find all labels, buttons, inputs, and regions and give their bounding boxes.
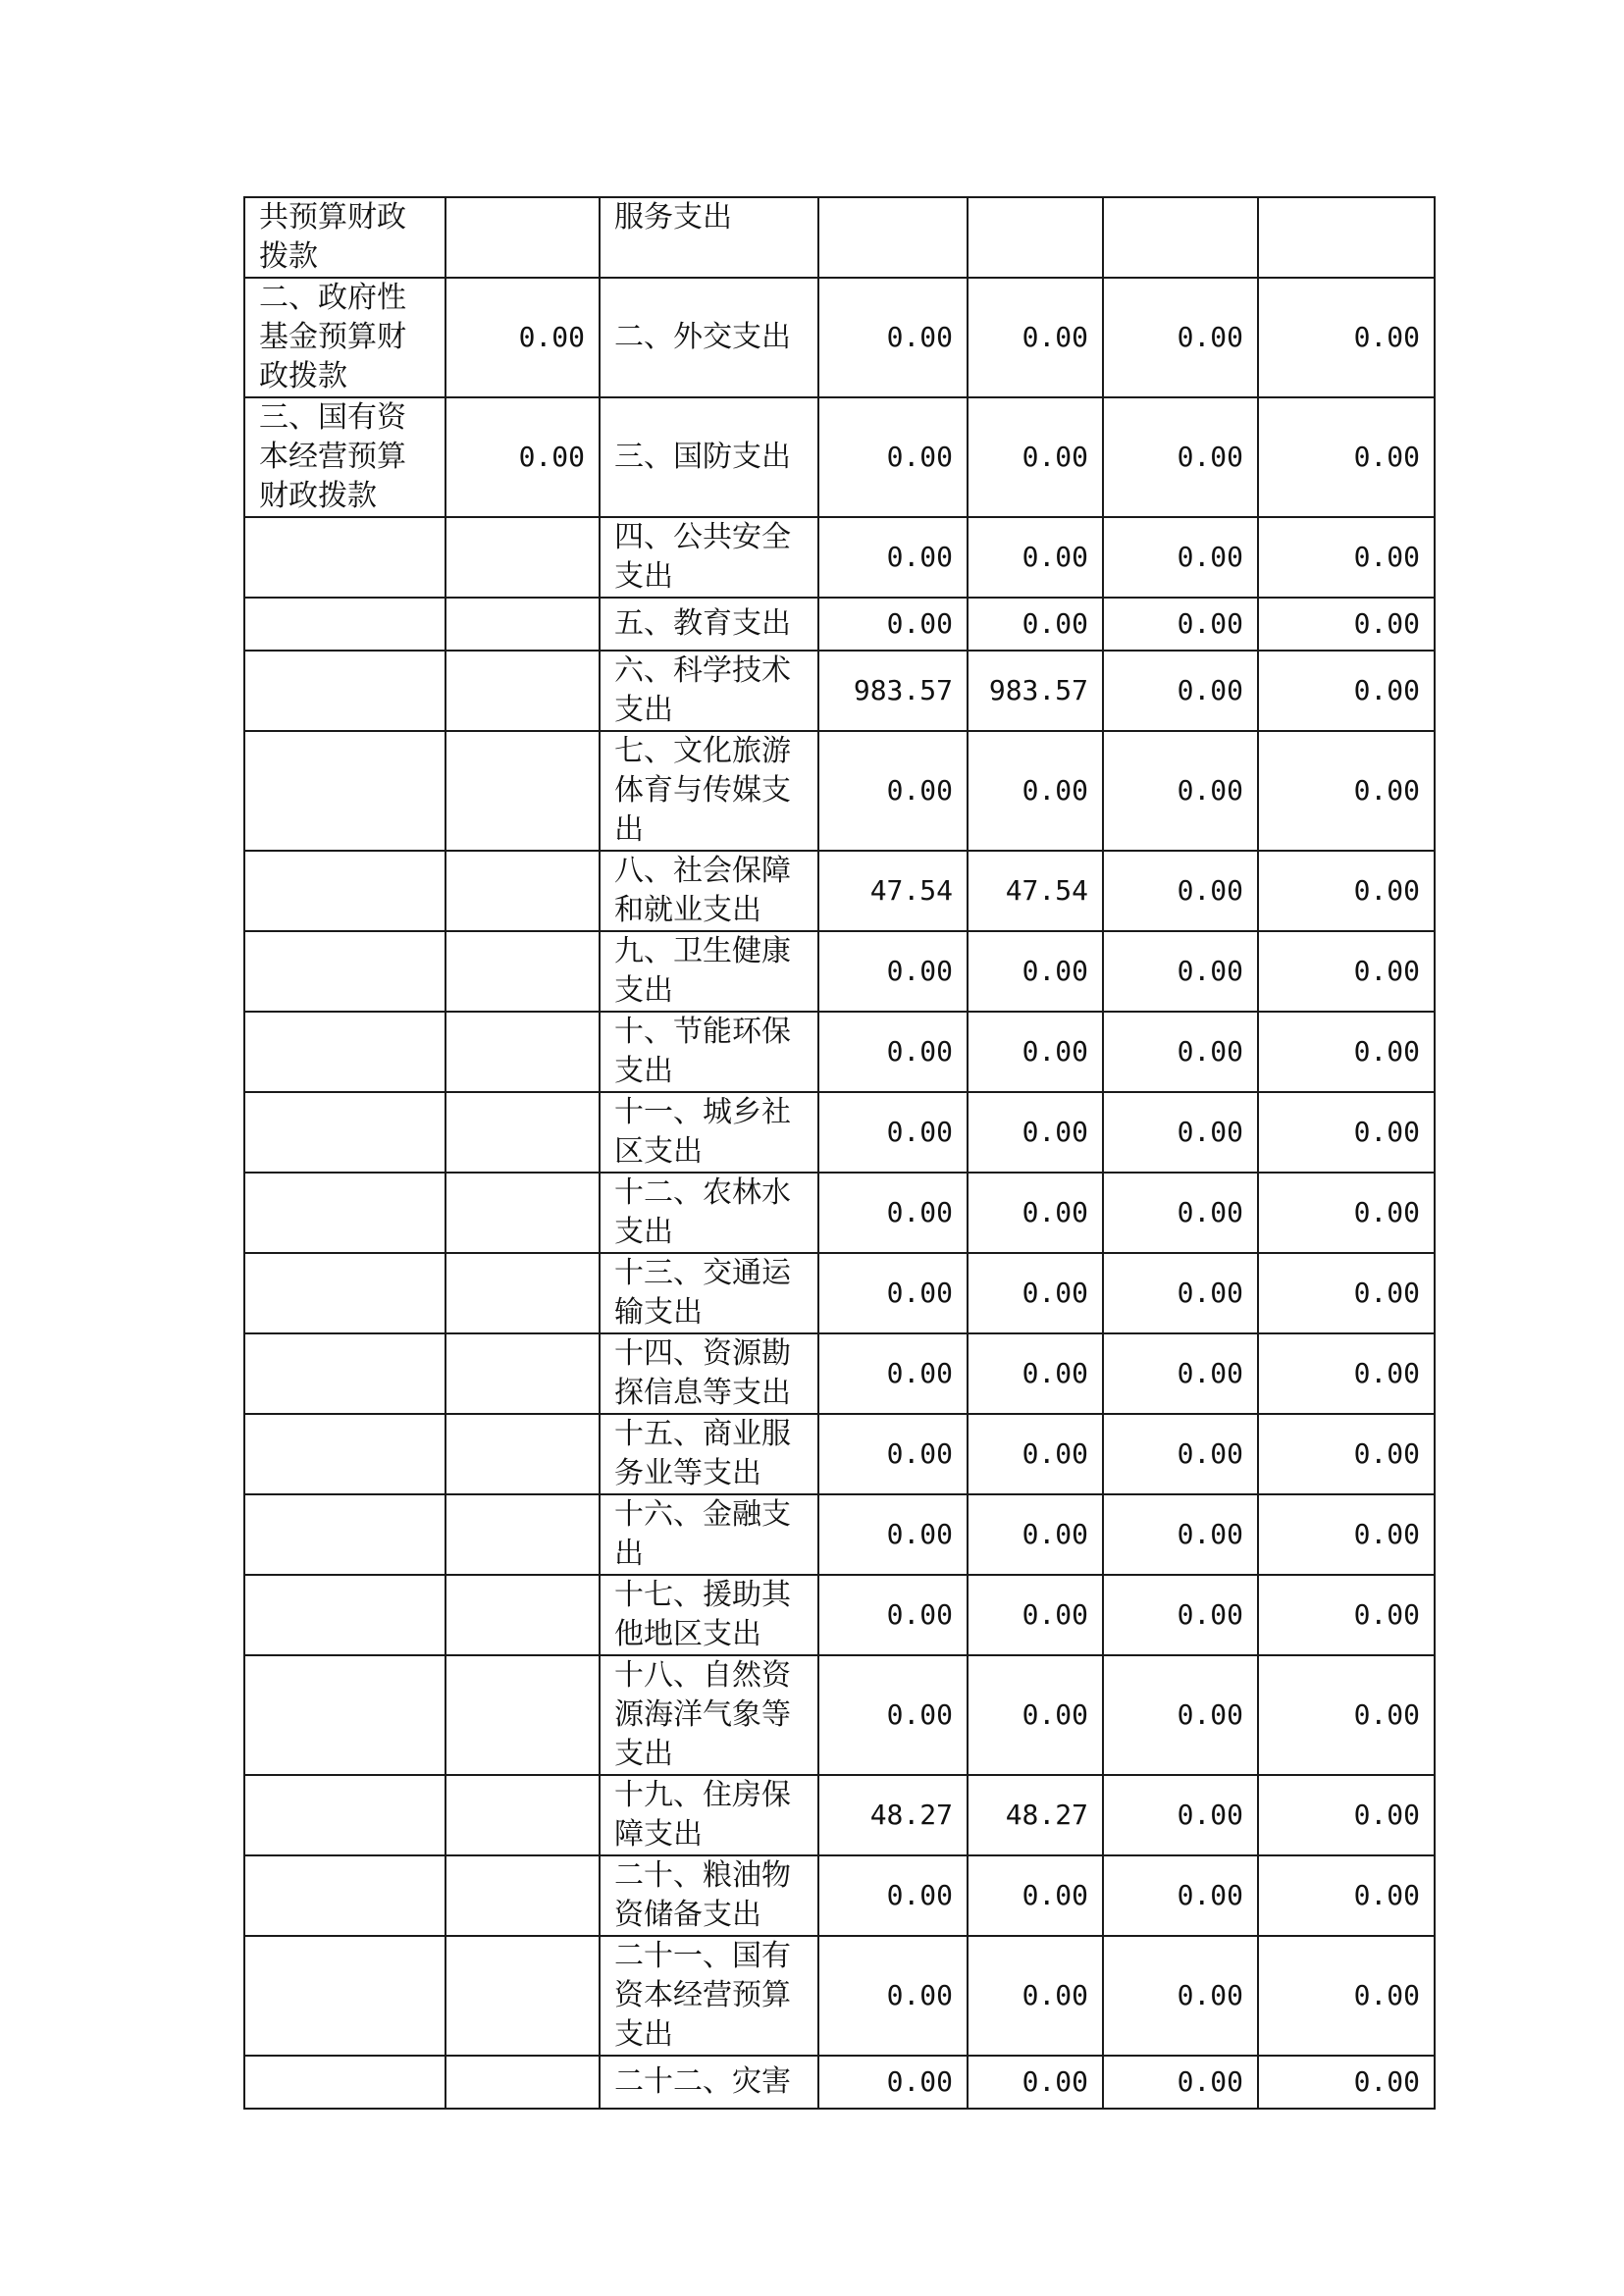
state-capital-cell: 0.00 bbox=[1258, 1936, 1435, 2056]
expense-item-cell: 二十二、灾害 bbox=[600, 2056, 818, 2109]
income-amount-cell bbox=[445, 1494, 600, 1575]
total-amount-cell: 0.00 bbox=[818, 517, 968, 598]
general-budget-cell: 0.00 bbox=[968, 1173, 1103, 1253]
income-item-cell: 二、政府性基金预算财政拨款 bbox=[244, 278, 445, 397]
general-budget-cell: 0.00 bbox=[968, 517, 1103, 598]
fund-budget-cell: 0.00 bbox=[1103, 651, 1258, 731]
total-amount-cell: 47.54 bbox=[818, 851, 968, 931]
table-row bbox=[244, 651, 1435, 731]
state-capital-cell: 0.00 bbox=[1258, 2056, 1435, 2109]
fund-budget-cell: 0.00 bbox=[1103, 851, 1258, 931]
income-item-cell bbox=[244, 931, 445, 1012]
income-amount-cell bbox=[445, 1855, 600, 1936]
total-amount-cell: 0.00 bbox=[818, 1655, 968, 1775]
expense-item-cell: 四、公共安全支出 bbox=[600, 517, 818, 598]
table-row bbox=[244, 1936, 1435, 2056]
table-row bbox=[244, 1855, 1435, 1936]
expense-item-cell: 五、教育支出 bbox=[600, 598, 818, 651]
general-budget-cell: 0.00 bbox=[968, 1333, 1103, 1414]
total-amount-cell: 0.00 bbox=[818, 1012, 968, 1092]
income-item-cell: 三、国有资本经营预算财政拨款 bbox=[244, 397, 445, 517]
table-row bbox=[244, 1414, 1435, 1494]
fund-budget-cell: 0.00 bbox=[1103, 2056, 1258, 2109]
income-amount-cell: 0.00 bbox=[445, 278, 600, 397]
total-amount-cell: 0.00 bbox=[818, 278, 968, 397]
income-item-cell bbox=[244, 1012, 445, 1092]
fund-budget-cell: 0.00 bbox=[1103, 517, 1258, 598]
income-item-cell bbox=[244, 598, 445, 651]
income-item-cell bbox=[244, 651, 445, 731]
income-item-cell bbox=[244, 1775, 445, 1855]
total-amount-cell: 0.00 bbox=[818, 931, 968, 1012]
total-amount-cell bbox=[818, 197, 968, 278]
fund-budget-cell: 0.00 bbox=[1103, 1936, 1258, 2056]
income-item-cell bbox=[244, 1655, 445, 1775]
general-budget-cell: 0.00 bbox=[968, 1092, 1103, 1173]
income-item-cell bbox=[244, 1936, 445, 2056]
income-amount-cell bbox=[445, 731, 600, 851]
state-capital-cell: 0.00 bbox=[1258, 1855, 1435, 1936]
income-item-cell bbox=[244, 517, 445, 598]
expense-item-cell: 十六、金融支出 bbox=[600, 1494, 818, 1575]
income-amount-cell: 0.00 bbox=[445, 397, 600, 517]
income-item-cell bbox=[244, 1494, 445, 1575]
state-capital-cell: 0.00 bbox=[1258, 598, 1435, 651]
state-capital-cell: 0.00 bbox=[1258, 1414, 1435, 1494]
general-budget-cell: 0.00 bbox=[968, 2056, 1103, 2109]
income-amount-cell bbox=[445, 1936, 600, 2056]
income-amount-cell bbox=[445, 651, 600, 731]
income-amount-cell bbox=[445, 1012, 600, 1092]
total-amount-cell: 0.00 bbox=[818, 2056, 968, 2109]
general-budget-cell: 0.00 bbox=[968, 397, 1103, 517]
state-capital-cell: 0.00 bbox=[1258, 1775, 1435, 1855]
general-budget-cell: 48.27 bbox=[968, 1775, 1103, 1855]
expense-item-cell: 服务支出 bbox=[600, 197, 818, 278]
state-capital-cell: 0.00 bbox=[1258, 651, 1435, 731]
table-row bbox=[244, 931, 1435, 1012]
income-amount-cell bbox=[445, 598, 600, 651]
expense-item-cell: 十三、交通运输支出 bbox=[600, 1253, 818, 1333]
expense-item-cell: 八、社会保障和就业支出 bbox=[600, 851, 818, 931]
income-amount-cell bbox=[445, 1575, 600, 1655]
state-capital-cell: 0.00 bbox=[1258, 397, 1435, 517]
expense-item-cell: 二、外交支出 bbox=[600, 278, 818, 397]
total-amount-cell: 983.57 bbox=[818, 651, 968, 731]
table-row bbox=[244, 1494, 1435, 1575]
income-item-cell bbox=[244, 1253, 445, 1333]
income-amount-cell bbox=[445, 1173, 600, 1253]
fund-budget-cell: 0.00 bbox=[1103, 397, 1258, 517]
income-amount-cell bbox=[445, 1414, 600, 1494]
income-item-cell bbox=[244, 2056, 445, 2109]
income-amount-cell bbox=[445, 2056, 600, 2109]
income-amount-cell bbox=[445, 1333, 600, 1414]
expense-item-cell: 十五、商业服务业等支出 bbox=[600, 1414, 818, 1494]
fund-budget-cell: 0.00 bbox=[1103, 598, 1258, 651]
general-budget-cell: 0.00 bbox=[968, 731, 1103, 851]
expense-item-cell: 九、卫生健康支出 bbox=[600, 931, 818, 1012]
fund-budget-cell bbox=[1103, 197, 1258, 278]
table-row bbox=[244, 1092, 1435, 1173]
income-item-cell bbox=[244, 851, 445, 931]
total-amount-cell: 0.00 bbox=[818, 1253, 968, 1333]
total-amount-cell: 0.00 bbox=[818, 598, 968, 651]
table-row bbox=[244, 598, 1435, 651]
table-row bbox=[244, 1575, 1435, 1655]
total-amount-cell: 0.00 bbox=[818, 1173, 968, 1253]
expense-item-cell: 十、节能环保支出 bbox=[600, 1012, 818, 1092]
fund-budget-cell: 0.00 bbox=[1103, 1414, 1258, 1494]
expense-item-cell: 十一、城乡社区支出 bbox=[600, 1092, 818, 1173]
fund-budget-cell: 0.00 bbox=[1103, 1333, 1258, 1414]
state-capital-cell: 0.00 bbox=[1258, 278, 1435, 397]
state-capital-cell bbox=[1258, 197, 1435, 278]
state-capital-cell: 0.00 bbox=[1258, 851, 1435, 931]
income-amount-cell bbox=[445, 517, 600, 598]
income-item-cell bbox=[244, 1333, 445, 1414]
table-row bbox=[244, 397, 1435, 517]
fund-budget-cell: 0.00 bbox=[1103, 1855, 1258, 1936]
total-amount-cell: 0.00 bbox=[818, 397, 968, 517]
general-budget-cell: 0.00 bbox=[968, 1575, 1103, 1655]
general-budget-cell: 0.00 bbox=[968, 1253, 1103, 1333]
state-capital-cell: 0.00 bbox=[1258, 1655, 1435, 1775]
state-capital-cell: 0.00 bbox=[1258, 1012, 1435, 1092]
fund-budget-cell: 0.00 bbox=[1103, 1092, 1258, 1173]
total-amount-cell: 0.00 bbox=[818, 1333, 968, 1414]
fund-budget-cell: 0.00 bbox=[1103, 1173, 1258, 1253]
total-amount-cell: 0.00 bbox=[818, 1494, 968, 1575]
general-budget-cell: 983.57 bbox=[968, 651, 1103, 731]
total-amount-cell: 48.27 bbox=[818, 1775, 968, 1855]
income-amount-cell bbox=[445, 1253, 600, 1333]
table-row bbox=[244, 1173, 1435, 1253]
total-amount-cell: 0.00 bbox=[818, 1936, 968, 2056]
table-row bbox=[244, 517, 1435, 598]
table-row bbox=[244, 278, 1435, 397]
expense-item-cell: 十八、自然资源海洋气象等支出 bbox=[600, 1655, 818, 1775]
expense-item-cell: 二十、粮油物资储备支出 bbox=[600, 1855, 818, 1936]
general-budget-cell: 47.54 bbox=[968, 851, 1103, 931]
expense-item-cell: 十九、住房保障支出 bbox=[600, 1775, 818, 1855]
table-row bbox=[244, 1012, 1435, 1092]
state-capital-cell: 0.00 bbox=[1258, 517, 1435, 598]
state-capital-cell: 0.00 bbox=[1258, 931, 1435, 1012]
table-row bbox=[244, 1253, 1435, 1333]
general-budget-cell bbox=[968, 197, 1103, 278]
expense-item-cell: 十二、农林水支出 bbox=[600, 1173, 818, 1253]
general-budget-cell: 0.00 bbox=[968, 1414, 1103, 1494]
general-budget-cell: 0.00 bbox=[968, 1855, 1103, 1936]
state-capital-cell: 0.00 bbox=[1258, 1253, 1435, 1333]
total-amount-cell: 0.00 bbox=[818, 731, 968, 851]
expense-item-cell: 十七、援助其他地区支出 bbox=[600, 1575, 818, 1655]
fund-budget-cell: 0.00 bbox=[1103, 931, 1258, 1012]
total-amount-cell: 0.00 bbox=[818, 1855, 968, 1936]
fund-budget-cell: 0.00 bbox=[1103, 1012, 1258, 1092]
total-amount-cell: 0.00 bbox=[818, 1092, 968, 1173]
general-budget-cell: 0.00 bbox=[968, 931, 1103, 1012]
state-capital-cell: 0.00 bbox=[1258, 1494, 1435, 1575]
table-row bbox=[244, 851, 1435, 931]
fund-budget-cell: 0.00 bbox=[1103, 1655, 1258, 1775]
table-row bbox=[244, 1333, 1435, 1414]
total-amount-cell: 0.00 bbox=[818, 1575, 968, 1655]
income-amount-cell bbox=[445, 1655, 600, 1775]
income-item-cell bbox=[244, 1414, 445, 1494]
general-budget-cell: 0.00 bbox=[968, 598, 1103, 651]
state-capital-cell: 0.00 bbox=[1258, 1092, 1435, 1173]
table-row bbox=[244, 197, 1435, 278]
income-amount-cell bbox=[445, 931, 600, 1012]
expense-item-cell: 三、国防支出 bbox=[600, 397, 818, 517]
income-amount-cell bbox=[445, 197, 600, 278]
income-item-cell: 共预算财政拨款 bbox=[244, 197, 445, 278]
income-item-cell bbox=[244, 1092, 445, 1173]
general-budget-cell: 0.00 bbox=[968, 1655, 1103, 1775]
state-capital-cell: 0.00 bbox=[1258, 1173, 1435, 1253]
state-capital-cell: 0.00 bbox=[1258, 1333, 1435, 1414]
state-capital-cell: 0.00 bbox=[1258, 1575, 1435, 1655]
state-capital-cell: 0.00 bbox=[1258, 731, 1435, 851]
budget-table bbox=[243, 196, 1436, 2110]
table-row bbox=[244, 731, 1435, 851]
fund-budget-cell: 0.00 bbox=[1103, 278, 1258, 397]
table-row bbox=[244, 1775, 1435, 1855]
table-row bbox=[244, 1655, 1435, 1775]
fund-budget-cell: 0.00 bbox=[1103, 731, 1258, 851]
expense-item-cell: 六、科学技术支出 bbox=[600, 651, 818, 731]
general-budget-cell: 0.00 bbox=[968, 1012, 1103, 1092]
table-body bbox=[244, 197, 1435, 2109]
income-amount-cell bbox=[445, 851, 600, 931]
expense-item-cell: 七、文化旅游体育与传媒支出 bbox=[600, 731, 818, 851]
income-item-cell bbox=[244, 1855, 445, 1936]
fund-budget-cell: 0.00 bbox=[1103, 1775, 1258, 1855]
fund-budget-cell: 0.00 bbox=[1103, 1575, 1258, 1655]
income-amount-cell bbox=[445, 1775, 600, 1855]
general-budget-cell: 0.00 bbox=[968, 1936, 1103, 2056]
table-row bbox=[244, 2056, 1435, 2109]
general-budget-cell: 0.00 bbox=[968, 1494, 1103, 1575]
income-amount-cell bbox=[445, 1092, 600, 1173]
expense-item-cell: 二十一、国有资本经营预算支出 bbox=[600, 1936, 818, 2056]
income-item-cell bbox=[244, 1173, 445, 1253]
income-item-cell bbox=[244, 1575, 445, 1655]
fund-budget-cell: 0.00 bbox=[1103, 1494, 1258, 1575]
general-budget-cell: 0.00 bbox=[968, 278, 1103, 397]
fund-budget-cell: 0.00 bbox=[1103, 1253, 1258, 1333]
expense-item-cell: 十四、资源勘探信息等支出 bbox=[600, 1333, 818, 1414]
total-amount-cell: 0.00 bbox=[818, 1414, 968, 1494]
income-item-cell bbox=[244, 731, 445, 851]
